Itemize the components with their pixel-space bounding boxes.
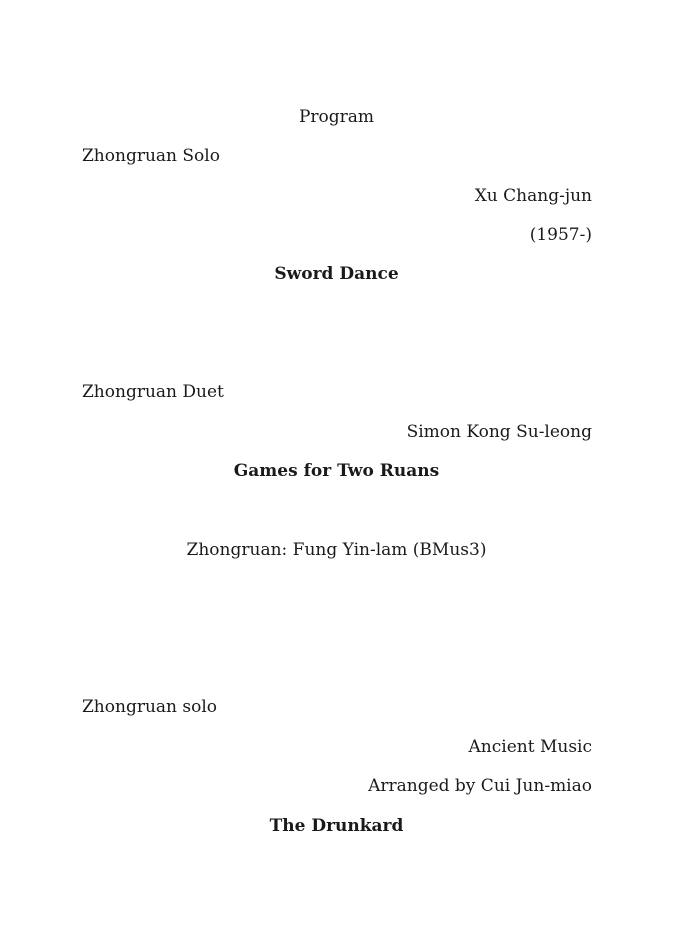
page-heading: Program — [298, 107, 375, 127]
item-2-composer: Simon Kong Su-leong — [406, 422, 592, 442]
item-2-performer: Zhongruan: Fung Yin-lam (BMus3) — [186, 540, 487, 560]
item-3-arranger: Arranged by Cui Jun-miao — [368, 776, 592, 796]
item-1-category: Zhongruan Solo — [82, 146, 220, 166]
item-1-composer-dates: (1957-) — [529, 225, 592, 245]
item-3-category: Zhongruan solo — [82, 697, 218, 717]
item-1-title: Sword Dance — [274, 264, 399, 284]
item-3-title: The Drunkard — [269, 816, 404, 836]
item-3-source: Ancient Music — [468, 737, 592, 757]
item-1-composer: Xu Chang-jun — [474, 186, 592, 206]
item-2-category: Zhongruan Duet — [82, 382, 224, 402]
item-2-title: Games for Two Ruans — [233, 461, 440, 481]
